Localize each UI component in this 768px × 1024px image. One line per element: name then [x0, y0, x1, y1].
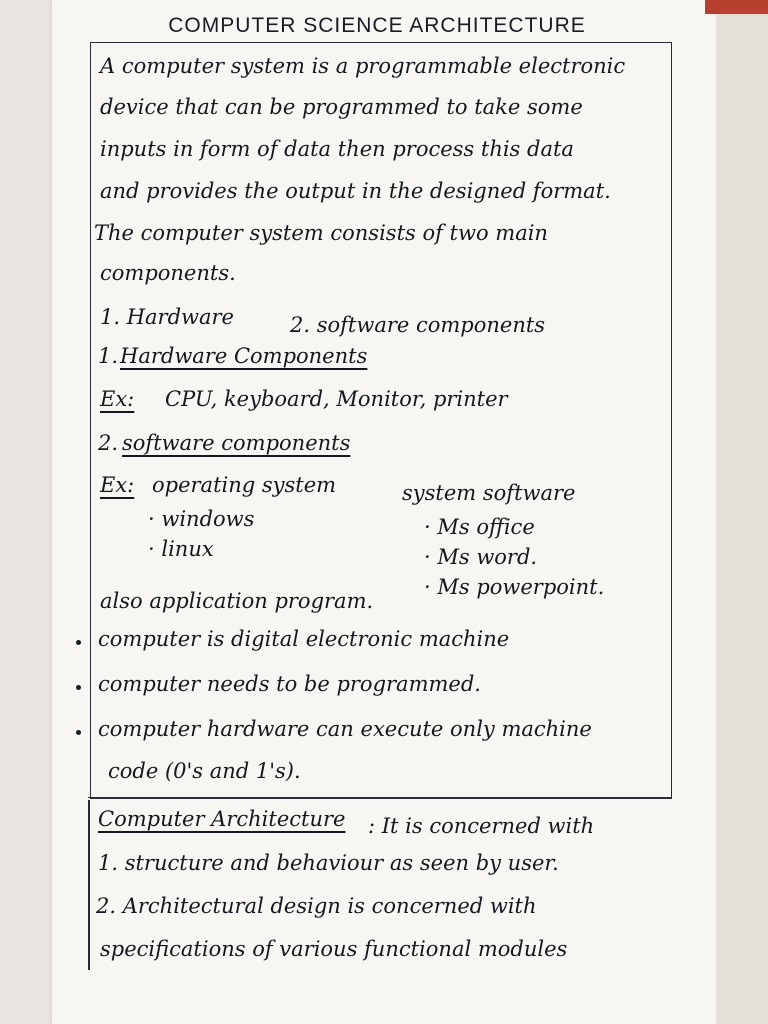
section-left-rule — [88, 800, 90, 970]
bullet-icon — [76, 685, 81, 690]
paragraph-line-6: components. — [100, 261, 236, 285]
paragraph-line-2: device that can be programmed to take some — [100, 95, 583, 119]
sw-ms-powerpoint: Ms powerpoint. — [437, 575, 605, 599]
paragraph-line-1: A computer system is a programmable electronic — [100, 54, 626, 78]
section-divider — [88, 797, 672, 798]
list-item-software: 2. software components — [290, 313, 546, 337]
list-item: · Ms word. — [424, 545, 538, 569]
page-edge — [716, 0, 768, 1024]
list-item: · Ms powerpoint. — [424, 575, 605, 599]
architecture-lead: Computer Architecture — [98, 807, 346, 831]
software-ex-label: Ex: — [100, 473, 135, 497]
paragraph-line-3: inputs in form of data then process this data — [100, 137, 574, 161]
software-col2-title: system software — [402, 481, 576, 505]
hardware-heading: Hardware Components — [120, 344, 368, 368]
bullet-icon — [76, 640, 81, 645]
hardware-number: 1. — [98, 344, 119, 368]
bullet-line-2: computer needs to be programmed. — [98, 672, 481, 696]
sw-ms-word: Ms word. — [437, 545, 538, 569]
sw-ms-office: Ms office — [437, 515, 535, 539]
architecture-line-3: 2. Architectural design is concerned with — [96, 894, 537, 918]
paragraph-line-4: and provides the output in the designed format. — [100, 179, 611, 203]
bullet-icon — [76, 730, 81, 735]
paragraph-line-5: The computer system consists of two main — [94, 221, 548, 245]
bullet-line-3: computer hardware can execute only machine — [98, 717, 592, 741]
software-col1-title: operating system — [152, 473, 337, 497]
software-heading: software components — [122, 431, 351, 455]
bullet-line-4: code (0's and 1's). — [108, 759, 301, 783]
architecture-line-2: 1. structure and behaviour as seen by user. — [98, 851, 559, 875]
list-item-hardware: 1. Hardware — [100, 305, 234, 329]
hardware-ex-label: Ex: — [100, 387, 135, 411]
software-number: 2. — [98, 431, 119, 455]
list-item: · Ms office — [424, 515, 535, 539]
page-edge-accent — [705, 0, 768, 14]
bullet-line-1: computer is digital electronic machine — [98, 627, 510, 651]
also-application-program: also application program. — [100, 589, 374, 613]
list-item: · linux — [148, 537, 214, 561]
os-windows: windows — [161, 507, 255, 531]
list-item: · windows — [148, 507, 255, 531]
hardware-examples: CPU, keyboard, Monitor, printer — [165, 387, 508, 411]
os-linux: linux — [161, 537, 214, 561]
page-title: COMPUTER SCIENCE ARCHITECTURE — [168, 14, 586, 37]
architecture-line-4: specifications of various functional modules — [100, 937, 568, 961]
architecture-line-1: : It is concerned with — [368, 814, 595, 838]
